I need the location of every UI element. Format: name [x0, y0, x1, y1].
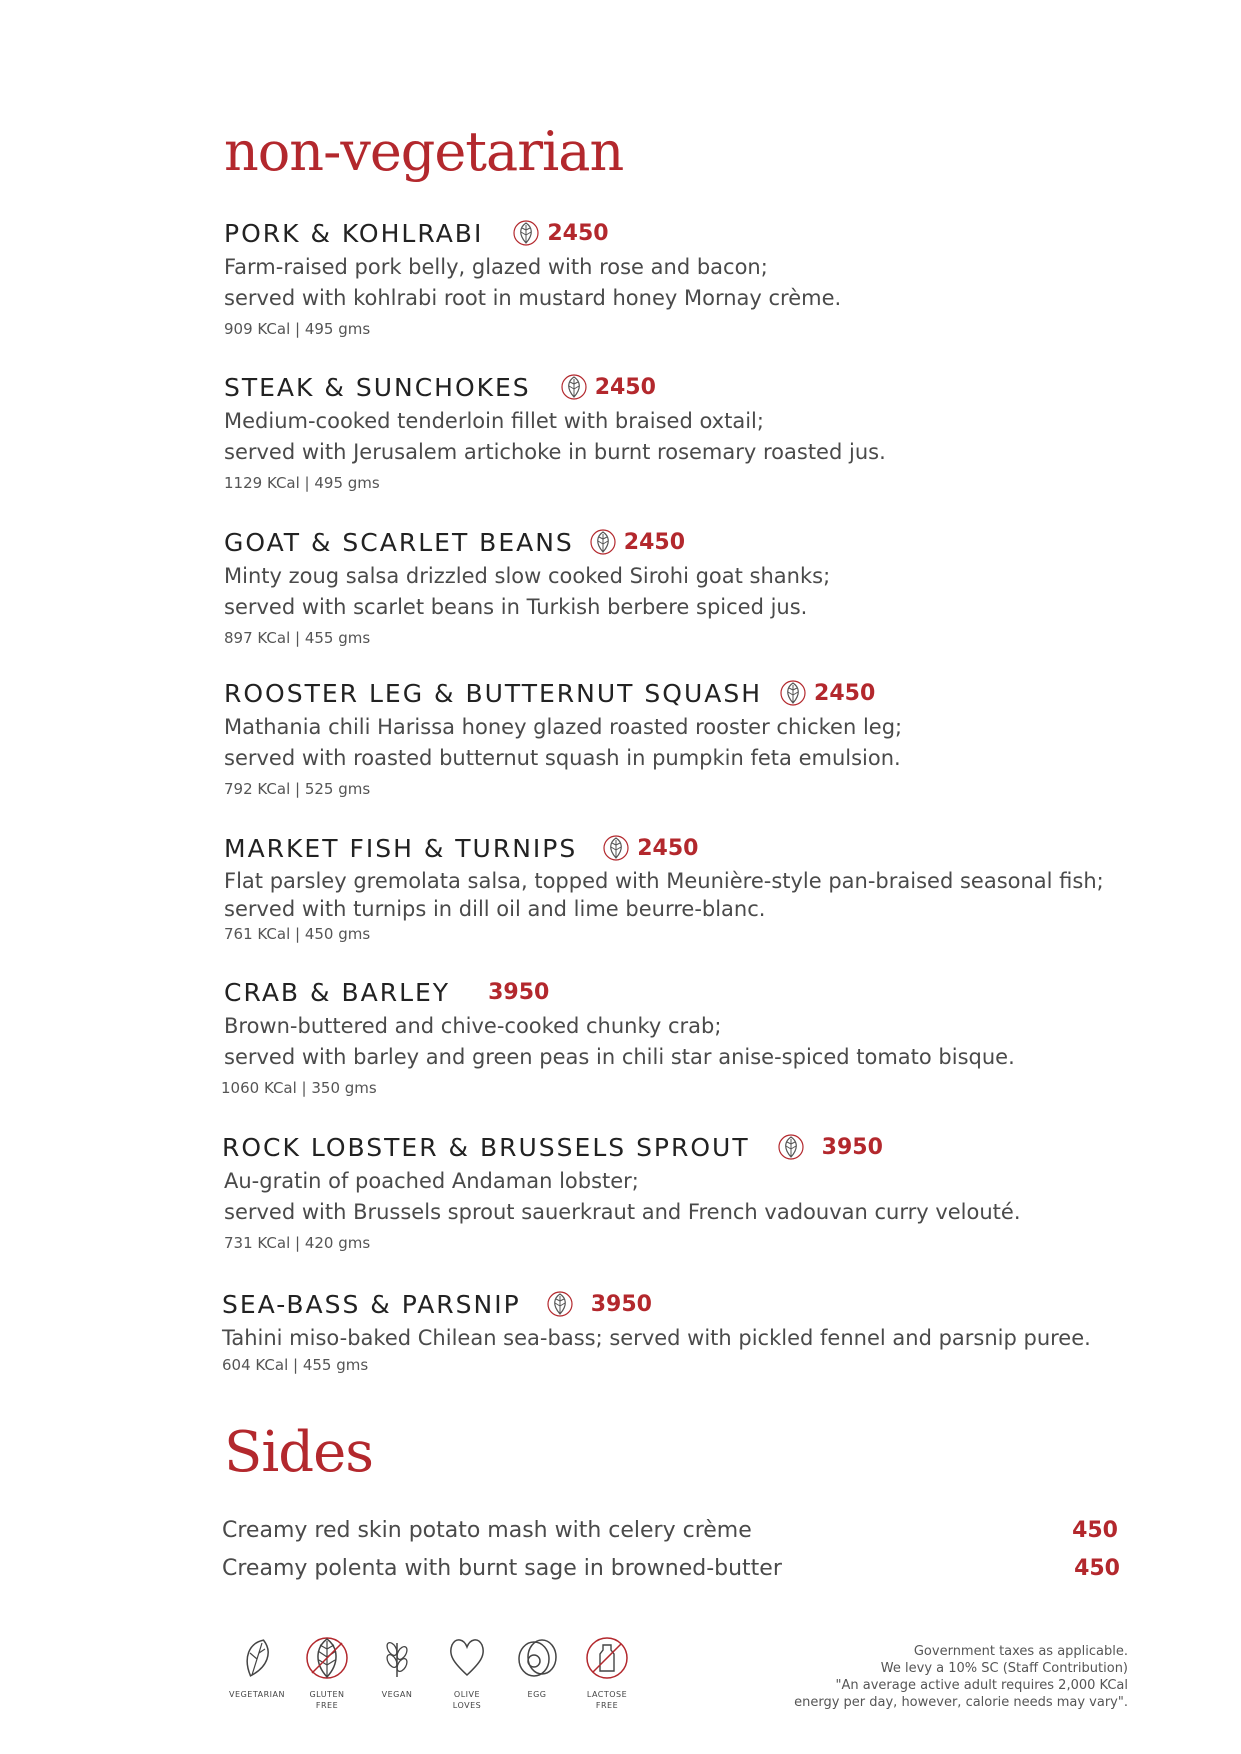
note-line: Government taxes as applicable. — [913, 1644, 1128, 1659]
dish-price: 2450 — [623, 529, 686, 555]
note-line: We levy a 10% SC (Staff Contribution) — [880, 1661, 1128, 1676]
side-price: 450 — [1074, 1556, 1120, 1581]
dish-price: 2450 — [814, 680, 876, 706]
olive-heart-icon — [444, 1635, 490, 1681]
gluten-free-icon — [780, 680, 806, 706]
dish-description: Medium-cooked tenderloin fillet with braised oxtail; — [224, 409, 764, 433]
dish-price: 3950 — [590, 1291, 652, 1317]
dish-description: served with barley and green peas in chili star anise-spiced tomato bisque. — [224, 1045, 1015, 1069]
egg-icon — [514, 1635, 560, 1681]
menu-item — [224, 525, 1184, 647]
menu-item — [221, 975, 1184, 1097]
vegan-wheat-icon — [374, 1635, 420, 1681]
side-name: Creamy polenta with burnt sage in browned-butter — [222, 1556, 782, 1581]
dish-description: Mathania chili Harissa honey glazed roasted rooster chicken leg; — [224, 715, 903, 739]
dish-nutrition: 897 KCal | 455 gms — [224, 629, 371, 647]
lactose-free-icon — [584, 1635, 630, 1681]
menu-item — [224, 831, 1184, 943]
legend-label: GLUTEN — [309, 1690, 345, 1699]
gluten-free-icon — [603, 835, 629, 861]
dish-nutrition: 731 KCal | 420 gms — [224, 1234, 371, 1252]
dish-nutrition: 1129 KCal | 495 gms — [224, 474, 380, 492]
menu-item — [222, 1130, 1182, 1252]
gluten-free-icon — [547, 1291, 573, 1317]
dish-name: ROOSTER LEG & BUTTERNUT SQUASH — [224, 678, 763, 708]
dish-price: 3950 — [488, 979, 550, 1005]
gluten-free-icon — [513, 220, 539, 246]
menu-item — [224, 216, 1184, 338]
menu-item — [224, 676, 1184, 798]
side-name: Creamy red skin potato mash with celery crème — [222, 1518, 752, 1543]
dish-nutrition: 1060 KCal | 350 gms — [221, 1079, 377, 1097]
section-title-non-vegetarian: non-vegetarian — [224, 120, 624, 183]
dish-name: GOAT & SCARLET BEANS — [224, 527, 574, 557]
note-line: "An average active adult requires 2,000 KCal — [835, 1678, 1128, 1693]
dish-price: 2450 — [594, 374, 656, 400]
section-title-sides: Sides — [224, 1420, 373, 1485]
dish-name: SEA-BASS & PARSNIP — [222, 1289, 521, 1319]
dish-description: served with scarlet beans in Turkish berbere spiced jus. — [224, 595, 808, 619]
legend-label: LACTOSE — [586, 1690, 628, 1699]
dish-nutrition: 909 KCal | 495 gms — [224, 320, 371, 338]
dish-description: Flat parsley gremolata salsa, topped with Meunière-style pan-braised seasonal fish; — [224, 869, 1104, 893]
dish-description: Au-gratin of poached Andaman lobster; — [224, 1169, 639, 1193]
legend-egg — [502, 1635, 572, 1711]
dish-description: Brown-buttered and chive-cooked chunky crab; — [224, 1014, 722, 1038]
dish-description: served with roasted butternut squash in pumpkin feta emulsion. — [224, 746, 901, 770]
gluten-free-icon — [561, 374, 587, 400]
menu-item — [224, 370, 1184, 492]
legend-vegetarian — [222, 1635, 292, 1711]
legend-label: FREE — [595, 1701, 619, 1710]
dish-description: served with kohlrabi root in mustard honey Mornay crème. — [224, 286, 842, 310]
dietary-legend — [222, 1635, 642, 1711]
vegetarian-leaf-icon — [234, 1635, 280, 1681]
dish-description: Minty zoug salsa drizzled slow cooked Sirohi goat shanks; — [224, 564, 831, 588]
dish-name: STEAK & SUNCHOKES — [224, 372, 531, 402]
side-item — [222, 1556, 1122, 1581]
gluten-free-icon — [304, 1635, 350, 1681]
legend-label: LOVES — [452, 1701, 482, 1710]
dish-description: served with turnips in dill oil and lime beurre-blanc. — [224, 897, 766, 921]
legend-label: VEGETARIAN — [229, 1690, 285, 1699]
note-line: energy per day, however, calorie needs may vary". — [794, 1695, 1128, 1710]
gluten-free-icon — [778, 1134, 804, 1160]
legend-label: VEGAN — [381, 1690, 413, 1699]
dish-nutrition: 604 KCal | 455 gms — [222, 1356, 369, 1374]
dish-description: Farm-raised pork belly, glazed with rose and bacon; — [224, 255, 768, 279]
legend-label: FREE — [315, 1701, 339, 1710]
dish-description: served with Brussels sprout sauerkraut and French vadouvan curry velouté. — [224, 1200, 1021, 1224]
dish-price: 2450 — [637, 835, 699, 861]
side-price: 450 — [1072, 1518, 1118, 1543]
dish-name: CRAB & BARLEY — [224, 977, 451, 1007]
dish-nutrition: 792 KCal | 525 gms — [224, 780, 371, 798]
dish-name: MARKET FISH & TURNIPS — [224, 833, 578, 863]
tax-notes — [794, 1643, 1128, 1711]
dish-name: ROCK LOBSTER & BRUSSELS SPROUT — [222, 1132, 750, 1162]
legend-label: EGG — [527, 1690, 547, 1699]
legend-lactose-free — [572, 1635, 642, 1711]
dish-description: Tahini miso-baked Chilean sea-bass; served with pickled fennel and parsnip puree. — [222, 1326, 1091, 1350]
dish-description: served with Jerusalem artichoke in burnt rosemary roasted jus. — [224, 440, 886, 464]
dish-price: 2450 — [547, 220, 609, 246]
gluten-free-icon — [590, 529, 616, 555]
side-item — [222, 1518, 1122, 1543]
legend-vegan — [362, 1635, 432, 1711]
legend-gluten-free — [292, 1635, 362, 1711]
menu-item — [222, 1287, 1182, 1374]
dish-name: PORK & KOHLRABI — [224, 218, 484, 248]
dish-nutrition: 761 KCal | 450 gms — [224, 925, 371, 943]
legend-olive-loves — [432, 1635, 502, 1711]
legend-label: OLIVE — [453, 1690, 481, 1699]
dish-price: 3950 — [821, 1134, 883, 1160]
